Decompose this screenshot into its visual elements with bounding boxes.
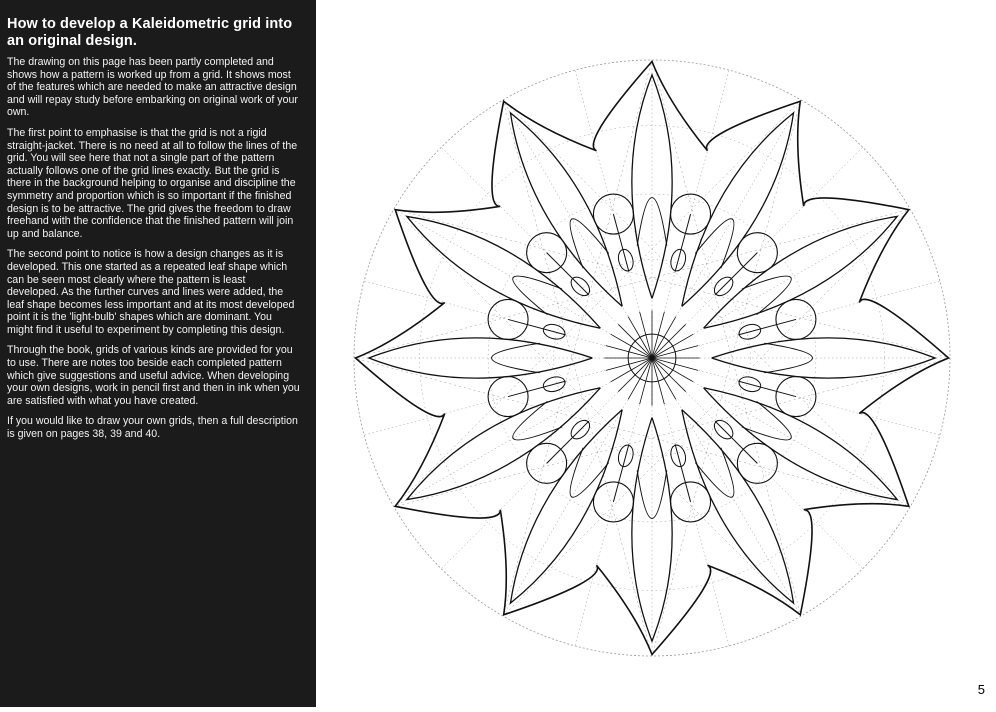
paragraph-2: The first point to emphasise is that the grid is not a rigid straight-jacket. There is no need at all to follow the lines of the grid. You will see here that not a single part of the pattern actually follows one of the grid lines exactly. But the grid is there in the background helping to organise and discipline the symmetry and proportion which is so important if the finished design is to be attractive. The grid gives the freedom to draw freehand with the confidence that the finished pattern will join up and balance. (7, 126, 298, 240)
paragraph-3: The second point to notice is how a design changes as it is developed. This one started as a repeated leaf shape which can be seen most clearly where the pattern is least developed. As the further curves and lines were added, the leaf shape becomes less important and at its most developed point it is the 'light-bulb' shapes which are dominant. You might find it useful to experiment by completing this design. (7, 248, 295, 336)
paragraph-5: If you would like to draw your own grids, then a full description is given on pages 38, 39 and 40. (7, 415, 298, 441)
paragraph-1: The drawing on this page has been partly completed and shows how a pattern is worked up from a grid. It shows most of the features which are needed to make an attractive design and will repay study before embarking on original work of your own. (7, 56, 298, 119)
paragraph-4: Through the book, grids of various kinds are provided for you to use. There are notes too beside each completed pattern which give suggestions and useful advice. When developing your own designs, work in pencil first and then in ink when you are satisfied with what you have created. (7, 344, 300, 407)
page-heading: How to develop a Kaleidometric grid into an original design. (7, 16, 293, 49)
pattern-lines (356, 62, 949, 655)
page-number: 5 (977, 682, 985, 697)
kaleidometric-drawing (316, 0, 996, 707)
kaleidometric-design-illustration (316, 0, 996, 707)
text-panel (0, 0, 316, 707)
